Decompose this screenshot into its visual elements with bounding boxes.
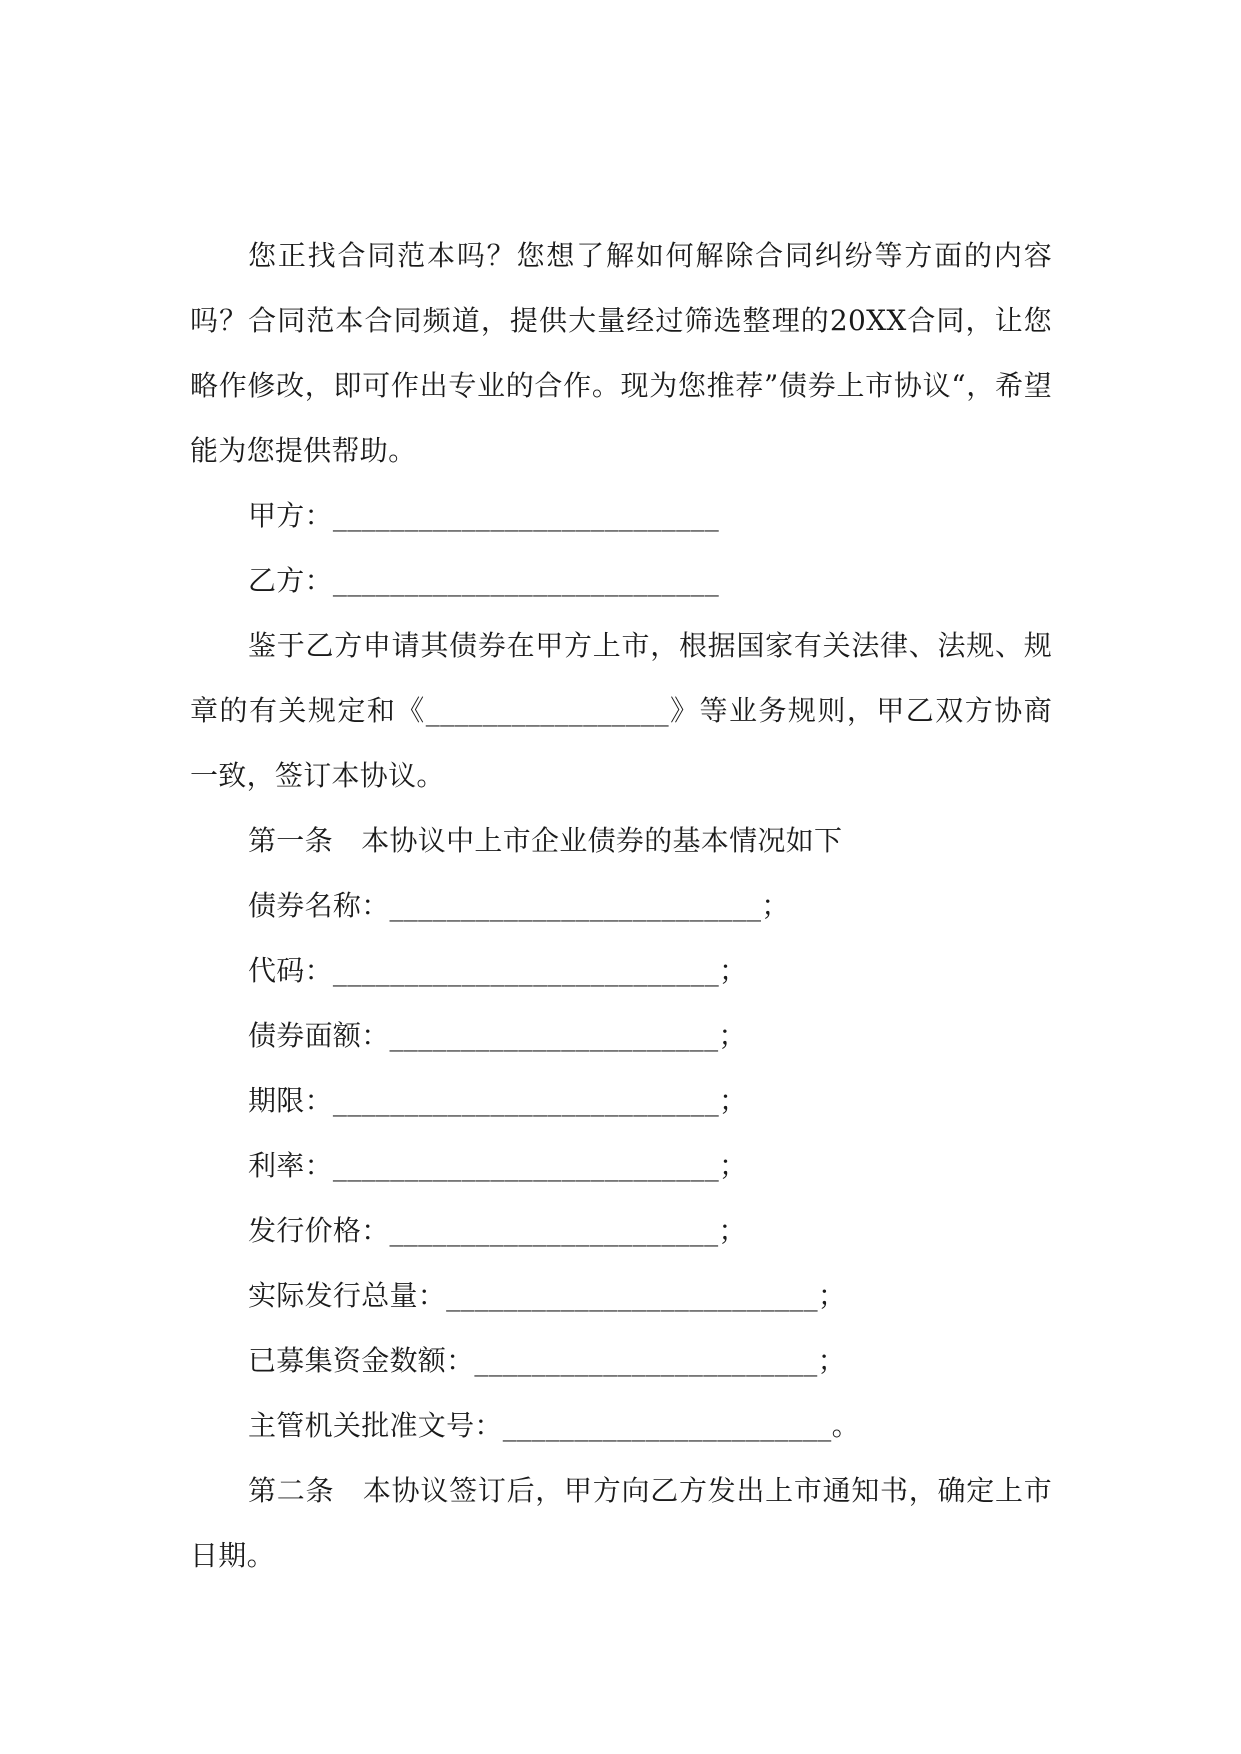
field-face-value: 债券面额：_______________________； bbox=[248, 1019, 747, 1052]
document-body bbox=[190, 223, 1052, 1588]
field-code: 代码：___________________________； bbox=[248, 954, 748, 987]
field-bond-name: 债券名称：__________________________； bbox=[248, 889, 790, 922]
preamble-paragraph: 鉴于乙方申请其债券在甲方上市，根据国家有关法律、法规、规章的有关规定和《_________________》等业务规则，甲乙双方协商一致，签订本协议。 bbox=[190, 629, 1052, 792]
intro-paragraph: 您正找合同范本吗？您想了解如何解除合同纠纷等方面的内容吗？合同范本合同频道，提供大量经过筛选整理的20XX合同，让您略作修改，即可作出专业的合作。现为您推荐”债券上市协议“，希望能为您提供帮助。 bbox=[190, 239, 1052, 467]
field-approval-number: 主管机关批准文号：_______________________。 bbox=[248, 1409, 860, 1442]
field-raised-funds: 已募集资金数额：________________________； bbox=[248, 1344, 846, 1377]
party-b-line: 乙方：___________________________ bbox=[248, 564, 719, 597]
article-1-title: 第一条 本协议中上市企业债券的基本情况如下 bbox=[248, 824, 843, 857]
party-a-line: 甲方：___________________________ bbox=[248, 499, 719, 532]
field-issue-price: 发行价格：_______________________； bbox=[248, 1214, 747, 1247]
article-2-paragraph: 第二条 本协议签订后，甲方向乙方发出上市通知书，确定上市日期。 bbox=[190, 1474, 1052, 1572]
field-actual-issue-volume: 实际发行总量：__________________________； bbox=[248, 1279, 847, 1312]
field-interest-rate: 利率：___________________________； bbox=[248, 1149, 748, 1182]
field-term: 期限：___________________________； bbox=[248, 1084, 748, 1117]
